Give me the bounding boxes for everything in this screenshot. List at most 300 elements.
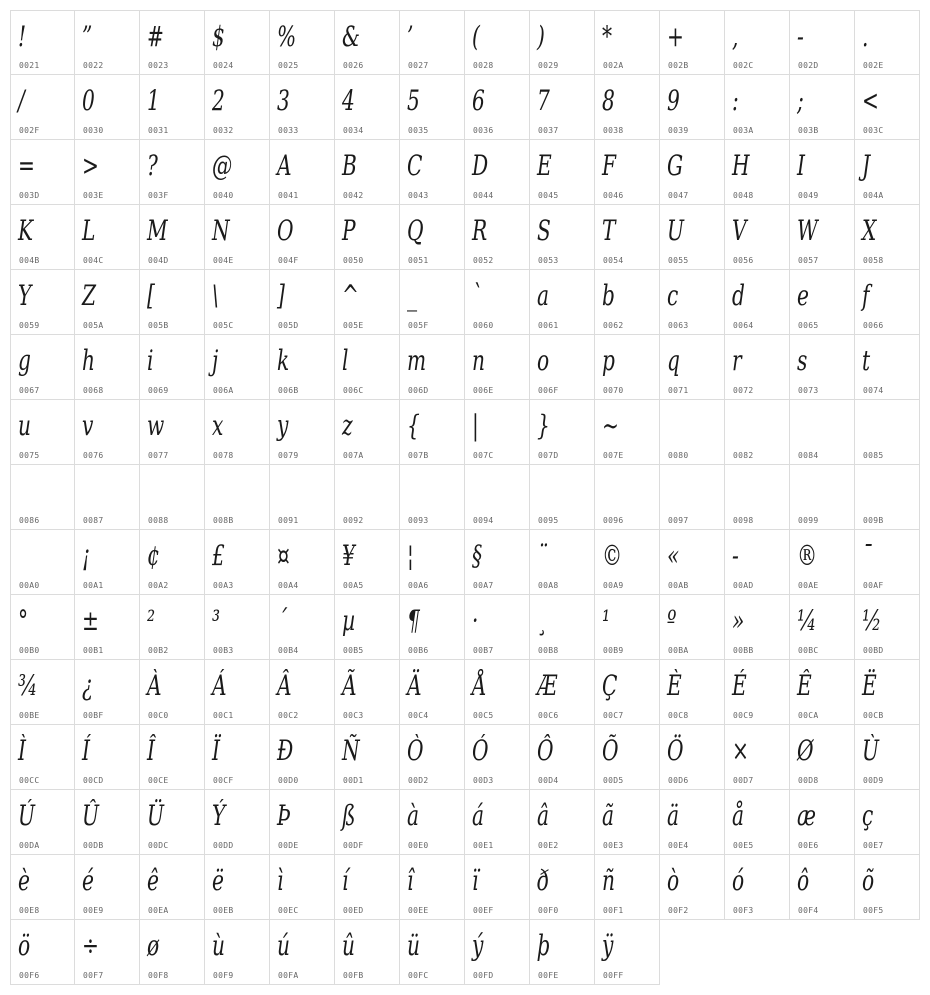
glyph-code: 0025 xyxy=(278,61,299,70)
glyph-cell xyxy=(75,270,140,335)
glyph-char: 6 xyxy=(472,84,485,117)
glyph-code: 0099 xyxy=(798,516,819,525)
glyph-char: = xyxy=(18,149,35,182)
glyph-code: 0073 xyxy=(798,386,819,395)
glyph-char: I xyxy=(797,149,805,182)
glyph-char: À xyxy=(147,669,162,702)
glyph-code: 0035 xyxy=(408,126,429,135)
glyph-cell xyxy=(400,140,465,205)
glyph-char: { xyxy=(407,409,420,442)
glyph-code: 00FB xyxy=(343,971,364,980)
glyph-code: 003D xyxy=(19,191,40,200)
glyph-char: Q xyxy=(407,214,424,247)
glyph-code: 0033 xyxy=(278,126,299,135)
glyph-cell xyxy=(465,270,530,335)
glyph-code: 00C4 xyxy=(408,711,429,720)
glyph-cell xyxy=(465,530,530,595)
glyph-code: 0069 xyxy=(148,386,169,395)
glyph-char: 1 xyxy=(147,84,160,117)
glyph-cell xyxy=(855,400,920,465)
glyph-char: ] xyxy=(277,279,285,312)
glyph-code: 00CB xyxy=(863,711,884,720)
glyph-char: Z xyxy=(82,279,97,312)
glyph-code: 002E xyxy=(863,61,884,70)
glyph-code: 00B4 xyxy=(278,646,299,655)
glyph-char: ° xyxy=(18,604,29,637)
glyph-char: É xyxy=(732,669,747,702)
glyph-code: 0092 xyxy=(343,516,364,525)
glyph-cell xyxy=(400,75,465,140)
glyph-code: 0097 xyxy=(668,516,689,525)
glyph-code: 00FF xyxy=(603,971,624,980)
glyph-cell xyxy=(270,855,335,920)
glyph-char: ´ xyxy=(277,604,288,637)
glyph-cell xyxy=(660,205,725,270)
glyph-cell xyxy=(465,400,530,465)
glyph-code: 00DE xyxy=(278,841,299,850)
glyph-cell xyxy=(335,335,400,400)
glyph-code: 00AE xyxy=(798,581,819,590)
glyph-cell xyxy=(855,335,920,400)
glyph-char: Ç xyxy=(602,669,618,702)
glyph-cell xyxy=(335,10,400,75)
glyph-cell xyxy=(595,140,660,205)
glyph-code: 00BB xyxy=(733,646,754,655)
glyph-cell xyxy=(725,725,790,790)
glyph-code: 0051 xyxy=(408,256,429,265)
glyph-code: 0061 xyxy=(538,321,559,330)
glyph-char: } xyxy=(537,409,550,442)
glyph-code: 003F xyxy=(148,191,169,200)
glyph-char: K xyxy=(18,214,34,247)
glyph-cell xyxy=(790,75,855,140)
glyph-char: - xyxy=(797,20,804,53)
glyph-char: « xyxy=(667,539,680,572)
glyph-code: 00C3 xyxy=(343,711,364,720)
glyph-cell xyxy=(400,725,465,790)
glyph-code: 00E1 xyxy=(473,841,494,850)
glyph-code: 00CC xyxy=(19,776,40,785)
glyph-char: & xyxy=(342,20,360,53)
glyph-char: î xyxy=(407,864,414,897)
glyph-char: o xyxy=(537,344,550,377)
glyph-cell xyxy=(400,465,465,530)
glyph-char: ’ xyxy=(407,20,414,53)
glyph-code: 00A5 xyxy=(343,581,364,590)
glyph-code: 0037 xyxy=(538,126,559,135)
glyph-code: 002F xyxy=(19,126,40,135)
glyph-code: 00EE xyxy=(408,906,429,915)
glyph-code: 00BE xyxy=(19,711,40,720)
glyph-char: V xyxy=(732,214,747,247)
glyph-cell xyxy=(530,335,595,400)
glyph-cell xyxy=(10,790,75,855)
glyph-char: R xyxy=(472,214,488,247)
glyph-char: Ã xyxy=(342,669,357,702)
glyph-code: 0079 xyxy=(278,451,299,460)
glyph-cell xyxy=(790,660,855,725)
glyph-cell xyxy=(75,530,140,595)
glyph-code: 00A6 xyxy=(408,581,429,590)
glyph-cell xyxy=(270,790,335,855)
glyph-char: ë xyxy=(212,864,224,897)
glyph-char: ¥ xyxy=(342,539,355,572)
glyph-code: 00E9 xyxy=(83,906,104,915)
glyph-char: Û xyxy=(82,799,99,832)
glyph-char: ¼ xyxy=(797,604,817,637)
glyph-cell xyxy=(10,10,75,75)
glyph-char: é xyxy=(82,864,94,897)
glyph-cell xyxy=(465,205,530,270)
glyph-char: ¤ xyxy=(277,539,290,572)
glyph-cell xyxy=(465,140,530,205)
glyph-char: © xyxy=(602,539,623,572)
glyph-cell xyxy=(140,660,205,725)
glyph-code: 00F0 xyxy=(538,906,559,915)
glyph-char: Ø xyxy=(797,734,814,767)
glyph-cell xyxy=(595,790,660,855)
glyph-char: Ë xyxy=(862,669,877,702)
glyph-cell xyxy=(595,920,660,985)
glyph-cell xyxy=(270,530,335,595)
glyph-cell xyxy=(595,595,660,660)
glyph-char: G xyxy=(667,149,684,182)
glyph-code: 0064 xyxy=(733,321,754,330)
glyph-code: 00CD xyxy=(83,776,104,785)
glyph-code: 0039 xyxy=(668,126,689,135)
glyph-code: 00DF xyxy=(343,841,364,850)
glyph-cell xyxy=(140,140,205,205)
glyph-code: 0041 xyxy=(278,191,299,200)
glyph-cell xyxy=(75,10,140,75)
glyph-cell xyxy=(855,660,920,725)
glyph-code: 00C9 xyxy=(733,711,754,720)
glyph-code: 0056 xyxy=(733,256,754,265)
glyph-code: 00A3 xyxy=(213,581,234,590)
glyph-code: 00C0 xyxy=(148,711,169,720)
glyph-code: 0029 xyxy=(538,61,559,70)
glyph-char: N xyxy=(212,214,230,247)
glyph-char: [ xyxy=(147,279,155,312)
glyph-cell xyxy=(855,595,920,660)
glyph-code: 00A9 xyxy=(603,581,624,590)
glyph-cell xyxy=(205,660,270,725)
glyph-char: è xyxy=(18,864,30,897)
glyph-char: 2 xyxy=(212,84,225,117)
glyph-code: 00B9 xyxy=(603,646,624,655)
glyph-cell xyxy=(465,660,530,725)
glyph-code: 00B3 xyxy=(213,646,234,655)
glyph-char: ö xyxy=(18,929,31,962)
glyph-char: ì xyxy=(277,864,284,897)
glyph-cell xyxy=(465,790,530,855)
glyph-code: 0086 xyxy=(19,516,40,525)
glyph-cell xyxy=(140,530,205,595)
glyph-cell xyxy=(855,270,920,335)
glyph-cell xyxy=(595,660,660,725)
glyph-cell xyxy=(140,10,205,75)
glyph-cell xyxy=(335,855,400,920)
glyph-code: 0030 xyxy=(83,126,104,135)
glyph-cell xyxy=(855,10,920,75)
glyph-cell xyxy=(660,270,725,335)
glyph-cell xyxy=(205,10,270,75)
glyph-code: 0040 xyxy=(213,191,234,200)
glyph-char: § xyxy=(472,539,483,572)
glyph-cell xyxy=(725,595,790,660)
glyph-char: ò xyxy=(667,864,680,897)
glyph-code: 00C7 xyxy=(603,711,624,720)
glyph-code: 007C xyxy=(473,451,494,460)
glyph-code: 00AB xyxy=(668,581,689,590)
glyph-code: 004F xyxy=(278,256,299,265)
glyph-code: 0070 xyxy=(603,386,624,395)
glyph-cell xyxy=(400,920,465,985)
glyph-char: Ý xyxy=(212,799,226,832)
glyph-char: ü xyxy=(407,929,420,962)
glyph-char: ô xyxy=(797,864,810,897)
glyph-code: 0045 xyxy=(538,191,559,200)
glyph-code: 009B xyxy=(863,516,884,525)
glyph-code: 00B5 xyxy=(343,646,364,655)
glyph-char: Õ xyxy=(602,734,619,767)
glyph-code: 0057 xyxy=(798,256,819,265)
glyph-code: 00BA xyxy=(668,646,689,655)
glyph-code: 0046 xyxy=(603,191,624,200)
glyph-char: × xyxy=(732,734,749,767)
glyph-code: 008B xyxy=(213,516,234,525)
glyph-cell xyxy=(790,270,855,335)
glyph-code: 0050 xyxy=(343,256,364,265)
glyph-char: % xyxy=(277,20,297,53)
glyph-code: 004C xyxy=(83,256,104,265)
glyph-char: Ü xyxy=(147,799,164,832)
glyph-code: 00F2 xyxy=(668,906,689,915)
glyph-cell xyxy=(335,725,400,790)
glyph-char: e xyxy=(797,279,809,312)
glyph-char: $ xyxy=(212,20,225,53)
glyph-code: 00A7 xyxy=(473,581,494,590)
glyph-char: # xyxy=(147,20,164,53)
glyph-char: ð xyxy=(537,864,550,897)
glyph-code: 0063 xyxy=(668,321,689,330)
glyph-cell xyxy=(855,140,920,205)
glyph-cell xyxy=(465,920,530,985)
glyph-cell xyxy=(660,660,725,725)
glyph-char: µ xyxy=(342,604,356,637)
glyph-cell xyxy=(270,75,335,140)
glyph-code: 002B xyxy=(668,61,689,70)
glyph-cell xyxy=(595,10,660,75)
glyph-char: ú xyxy=(277,929,290,962)
glyph-code: 007D xyxy=(538,451,559,460)
glyph-char: C xyxy=(407,149,423,182)
glyph-code: 00A4 xyxy=(278,581,299,590)
glyph-code: 00EA xyxy=(148,906,169,915)
glyph-code: 00F1 xyxy=(603,906,624,915)
glyph-code: 004E xyxy=(213,256,234,265)
glyph-cell xyxy=(790,400,855,465)
glyph-char: z xyxy=(342,409,353,442)
glyph-code: 004D xyxy=(148,256,169,265)
glyph-code: 0059 xyxy=(19,321,40,330)
glyph-code: 00C6 xyxy=(538,711,559,720)
glyph-code: 00B6 xyxy=(408,646,429,655)
glyph-char: i xyxy=(147,344,154,377)
glyph-char: ¸ xyxy=(537,604,548,637)
glyph-cell xyxy=(790,335,855,400)
glyph-code: 0049 xyxy=(798,191,819,200)
glyph-code: 0058 xyxy=(863,256,884,265)
glyph-cell xyxy=(10,270,75,335)
glyph-char: ä xyxy=(667,799,680,832)
glyph-char: Ò xyxy=(407,734,424,767)
glyph-code: 002D xyxy=(798,61,819,70)
glyph-cell xyxy=(335,595,400,660)
glyph-code: 00D1 xyxy=(343,776,364,785)
glyph-cell xyxy=(725,400,790,465)
glyph-code: 00FC xyxy=(408,971,429,980)
glyph-char: Ê xyxy=(797,669,812,702)
glyph-char: : xyxy=(732,84,739,117)
glyph-cell xyxy=(140,725,205,790)
glyph-cell xyxy=(335,140,400,205)
glyph-cell xyxy=(10,595,75,660)
glyph-cell xyxy=(140,790,205,855)
glyph-code: 0054 xyxy=(603,256,624,265)
glyph-cell xyxy=(140,400,205,465)
glyph-code: 00BF xyxy=(83,711,104,720)
glyph-code: 00B0 xyxy=(19,646,40,655)
glyph-cell xyxy=(205,465,270,530)
glyph-char: U xyxy=(667,214,684,247)
glyph-code: 00D2 xyxy=(408,776,429,785)
glyph-cell xyxy=(660,140,725,205)
glyph-cell xyxy=(530,530,595,595)
glyph-cell xyxy=(660,530,725,595)
glyph-char: ï xyxy=(472,864,479,897)
glyph-char: Ú xyxy=(18,799,35,832)
glyph-char: ç xyxy=(862,799,874,832)
glyph-cell xyxy=(725,75,790,140)
glyph-cell xyxy=(400,335,465,400)
glyph-char: Ó xyxy=(472,734,489,767)
glyph-cell xyxy=(205,335,270,400)
glyph-char: f xyxy=(862,279,870,312)
glyph-cell xyxy=(660,855,725,920)
glyph-char: Y xyxy=(18,279,32,312)
glyph-code: 005D xyxy=(278,321,299,330)
glyph-code: 0067 xyxy=(19,386,40,395)
glyph-code: 005F xyxy=(408,321,429,330)
glyph-char: ß xyxy=(342,799,356,832)
glyph-char: + xyxy=(667,20,684,53)
glyph-cell xyxy=(790,140,855,205)
glyph-code: 00ED xyxy=(343,906,364,915)
glyph-cell xyxy=(335,530,400,595)
glyph-char: â xyxy=(537,799,550,832)
glyph-cell xyxy=(530,10,595,75)
glyph-code: 0060 xyxy=(473,321,494,330)
glyph-char: q xyxy=(667,344,680,377)
glyph-char: ? xyxy=(147,149,158,182)
glyph-char: h xyxy=(82,344,95,377)
glyph-char: t xyxy=(862,344,871,377)
glyph-cell xyxy=(140,855,205,920)
glyph-char: ^ xyxy=(342,279,359,312)
glyph-char: ® xyxy=(797,539,818,572)
glyph-char: J xyxy=(862,149,871,182)
glyph-char: _ xyxy=(407,279,418,312)
glyph-char: Á xyxy=(212,669,227,702)
glyph-char: Ä xyxy=(407,669,422,702)
glyph-code: 0062 xyxy=(603,321,624,330)
glyph-cell xyxy=(530,595,595,660)
glyph-code: 006B xyxy=(278,386,299,395)
glyph-char: 5 xyxy=(407,84,420,117)
glyph-code: 00D4 xyxy=(538,776,559,785)
glyph-code: 00E6 xyxy=(798,841,819,850)
glyph-code: 003A xyxy=(733,126,754,135)
glyph-cell xyxy=(530,75,595,140)
glyph-cell xyxy=(725,335,790,400)
glyph-char: < xyxy=(862,84,879,117)
glyph-cell xyxy=(75,725,140,790)
glyph-char: ¦ xyxy=(407,539,414,572)
glyph-code: 002C xyxy=(733,61,754,70)
glyph-cell xyxy=(595,400,660,465)
glyph-char: S xyxy=(537,214,551,247)
glyph-code: 00BC xyxy=(798,646,819,655)
glyph-cell xyxy=(10,140,75,205)
glyph-char: H xyxy=(732,149,750,182)
glyph-char: ) xyxy=(537,20,545,53)
glyph-cell xyxy=(530,725,595,790)
glyph-char: T xyxy=(602,214,616,247)
glyph-code: 0088 xyxy=(148,516,169,525)
glyph-cell xyxy=(140,595,205,660)
glyph-cell xyxy=(335,465,400,530)
glyph-char: X xyxy=(862,214,877,247)
glyph-code: 0031 xyxy=(148,126,169,135)
glyph-code: 0065 xyxy=(798,321,819,330)
glyph-code: 005E xyxy=(343,321,364,330)
glyph-cell xyxy=(75,855,140,920)
glyph-cell xyxy=(270,335,335,400)
glyph-cell xyxy=(75,205,140,270)
glyph-cell xyxy=(530,140,595,205)
glyph-cell xyxy=(465,725,530,790)
glyph-char: ~ xyxy=(602,409,619,442)
glyph-code: 00DD xyxy=(213,841,234,850)
glyph-cell xyxy=(10,855,75,920)
glyph-cell xyxy=(855,205,920,270)
glyph-char: ! xyxy=(18,20,27,53)
glyph-code: 00F8 xyxy=(148,971,169,980)
glyph-char: û xyxy=(342,929,355,962)
glyph-cell xyxy=(725,270,790,335)
glyph-code: 00C1 xyxy=(213,711,234,720)
glyph-cell xyxy=(725,790,790,855)
glyph-char: ½ xyxy=(862,604,882,637)
glyph-code: 002A xyxy=(603,61,624,70)
glyph-cell xyxy=(660,465,725,530)
glyph-cell xyxy=(335,400,400,465)
glyph-cell xyxy=(725,660,790,725)
glyph-char: M xyxy=(147,214,168,247)
glyph-code: 00A1 xyxy=(83,581,104,590)
glyph-code: 00D6 xyxy=(668,776,689,785)
